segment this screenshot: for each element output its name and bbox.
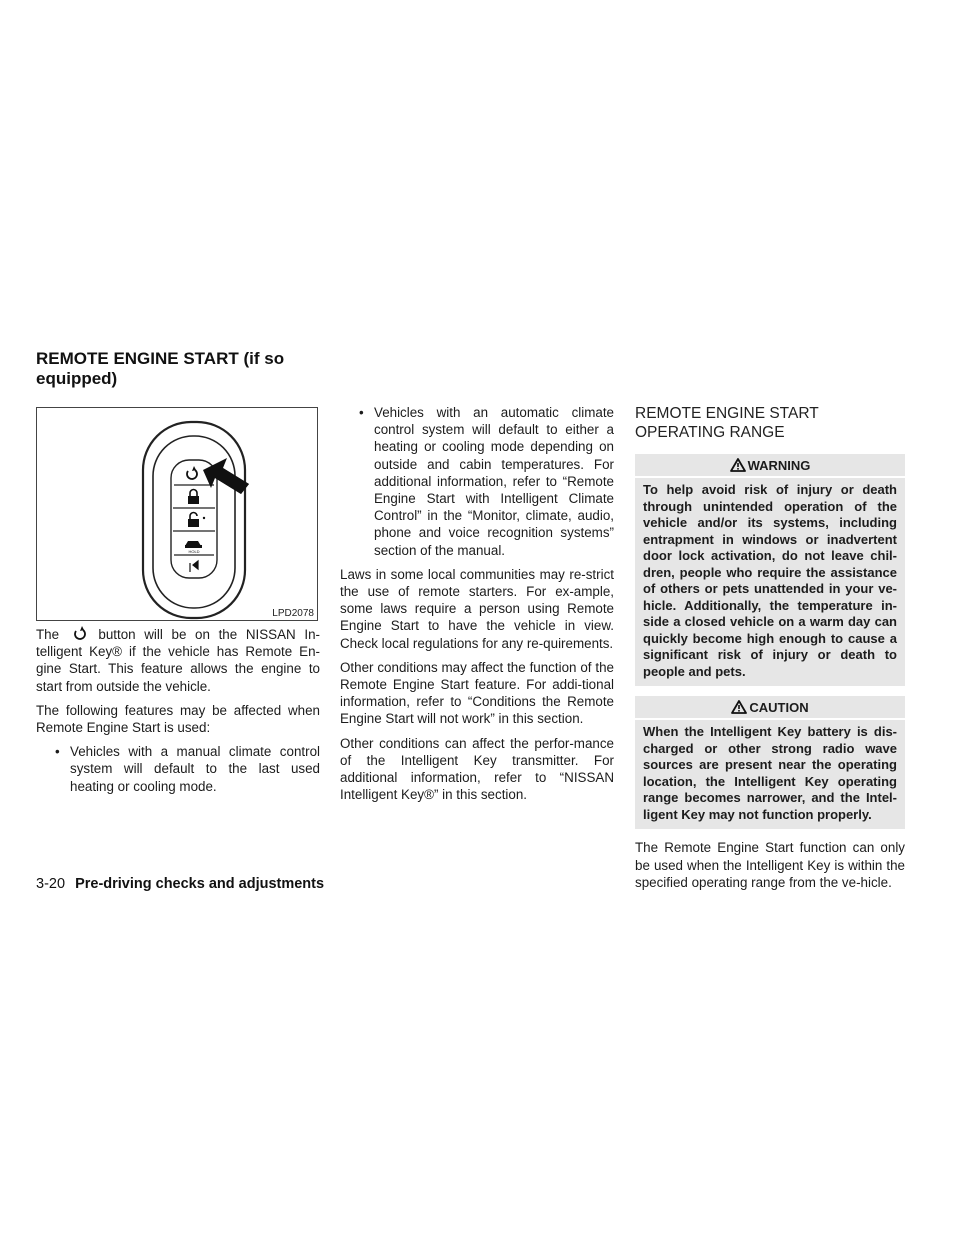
- column-1: [36, 626, 320, 802]
- caution-text: When the Intelligent Key battery is dis-charged or other strong radio wave sources are present near the operating location, the Intelligent Key operating range becomes narrower, and the Intel-ligent Key may not function properly.: [643, 724, 897, 822]
- trunk-icon: [185, 541, 202, 554]
- laws-paragraph: Laws in some local communities may re-strict the use of remote starters. For ex-ample, some laws require a person using Remote Engine Start to have the vehicle in view. Check local regulations for any re-quirements.: [340, 566, 614, 651]
- warning-box: [635, 454, 905, 686]
- warning-header: [635, 454, 905, 478]
- page-footer: [36, 876, 324, 892]
- caution-label: CAUTION: [749, 700, 809, 716]
- figure-label: LPD2078: [272, 608, 314, 619]
- intro-paragraph: [36, 626, 320, 695]
- conditions-paragraph: Other conditions may affect the function of the Remote Engine Start feature. For addi-tional information, refer to “Conditions the Remote Engine Start will not work” in this section.: [340, 659, 614, 727]
- section-title: REMOTE ENGINE START (if so equipped): [36, 349, 285, 388]
- range-paragraph: The Remote Engine Start function can only be used when the Intelligent Key is within the specified operating range from the ve-hicle.: [635, 840, 905, 890]
- unlock-icon: [188, 513, 205, 528]
- bullet-glyph: •: [55, 744, 60, 760]
- intro-text-before: The: [36, 627, 60, 642]
- warning-text: To help avoid risk of injury or death through unintended operation of the vehicle and/or its systems, including entrapment in windows or inadvertent door lock activation, do not leave chil-dren, people who require the assistance of others or pets unattended in your ve-hicle. Additionally, the temperature in-side a closed vehicle on a warm day can quickly become high enough to cause a significant risk of injury or death to people and pets.: [643, 482, 897, 679]
- intro-text-after: button will be on the NISSAN In-telligent Key® if the vehicle has Remote En-gine Start. This feature allows the engine to start from outside the vehicle.: [36, 627, 320, 694]
- key-fob-figure: [36, 407, 318, 621]
- subsection-title: REMOTE ENGINE START OPERATING RANGE: [635, 405, 819, 441]
- remote-start-icon: [187, 466, 197, 479]
- chapter-title: Pre-driving checks and adjustments: [75, 876, 325, 892]
- warning-icon: [730, 458, 746, 472]
- column-2: [340, 404, 614, 810]
- page-number: 3-20: [36, 876, 66, 892]
- key-fob-illustration: [37, 408, 318, 621]
- panic-icon: [190, 561, 198, 572]
- list-item: [340, 404, 614, 559]
- bullet-text: Vehicles with a manual climate control system will default to the last used heating or cooling mode.: [70, 744, 320, 794]
- caution-icon: [731, 700, 747, 714]
- caution-header: [635, 696, 905, 720]
- features-paragraph: The following features may be affected when Remote Engine Start is used:: [36, 702, 320, 736]
- remote-start-icon: [68, 626, 90, 642]
- column-3: [635, 404, 905, 898]
- warning-label: WARNING: [747, 458, 811, 473]
- caution-box: [635, 696, 905, 829]
- transmitter-paragraph: Other conditions can affect the perfor-mance of the Intelligent Key transmitter. For additional information, refer to “NISSAN Intelligent Key®” in this section.: [340, 735, 614, 803]
- hold-label: HOLD: [188, 549, 200, 554]
- lock-icon: [188, 490, 199, 505]
- bullet-glyph: •: [359, 405, 364, 420]
- bullet-text: Vehicles with an automatic climate control system will default to either a heating or cooling mode depending on outside and cabin temperatures. For additional information, refer to “Remote Engine Start with Intelligent Climate Control” in the “Monitor, climate, audio, phone and voice recognition systems” section of the manual.: [374, 405, 614, 558]
- list-item: [36, 743, 320, 795]
